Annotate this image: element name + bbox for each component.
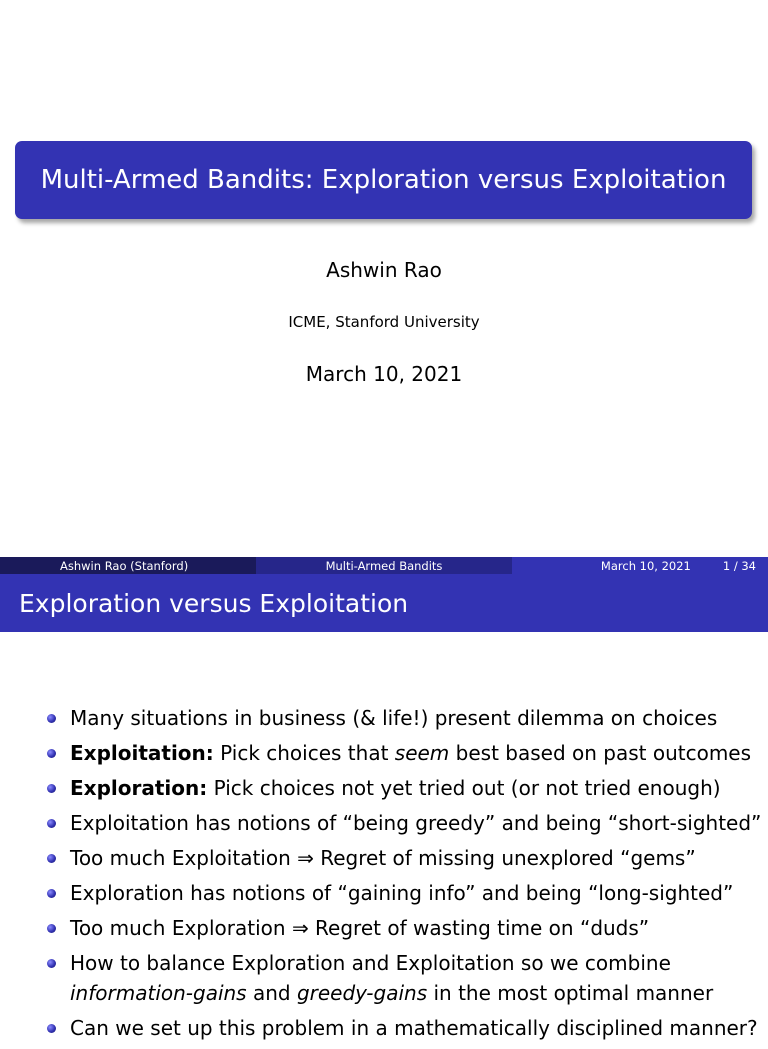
bullet-continuation: [70, 979, 768, 1009]
bullet-text: Many situations in business (& life!) present dilemma on choices: [70, 706, 718, 730]
presentation-date: March 10, 2021: [305, 362, 463, 386]
footer-date-section: [512, 557, 768, 574]
title-banner: [15, 141, 752, 219]
bullet-text: best based on past outcomes: [449, 741, 752, 765]
bullet-icon: [47, 924, 56, 933]
bullet-emphasis: information-gains: [70, 980, 247, 1005]
frame-title: Exploration versus Exploitation: [19, 588, 409, 618]
footer-date: March 10, 2021: [600, 558, 691, 573]
author-name: Ashwin Rao: [326, 258, 442, 282]
list-item: [0, 1014, 768, 1044]
list-item: [0, 739, 768, 769]
bullet-list: [0, 704, 768, 1049]
bullet-text: Too much Exploitation ⇒ Regret of missing unexplored “gems”: [70, 846, 696, 870]
footer-page-number: 1 / 34: [722, 558, 756, 573]
list-item: [0, 949, 768, 1008]
bullet-icon: [47, 959, 56, 968]
frame-title-bar: [0, 574, 768, 632]
institute: ICME, Stanford University: [288, 313, 480, 331]
bullet-text: Can we set up this problem in a mathematically disciplined manner?: [70, 1015, 758, 1040]
bullet-bold: Exploration:: [70, 776, 208, 800]
footer-author: Ashwin Rao (Stanford): [60, 558, 189, 573]
bullet-text: and: [246, 980, 297, 1005]
footer-title: Multi-Armed Bandits: [325, 558, 443, 573]
list-item: [0, 704, 768, 734]
list-item: [0, 914, 768, 944]
list-item: [0, 879, 768, 909]
bullet-emphasis: greedy-gains: [296, 980, 428, 1005]
bullet-text: in the most optimal manner: [427, 980, 714, 1005]
bullet-icon: [47, 854, 56, 863]
bullet-text: Exploration has notions of “gaining info” and being “long-sighted”: [70, 881, 734, 905]
bullet-icon: [47, 784, 56, 793]
list-item: [0, 774, 768, 804]
bullet-emphasis: seem: [394, 741, 450, 765]
bullet-icon: [47, 889, 56, 898]
list-item: [0, 844, 768, 874]
bullet-text: Pick choices not yet tried out (or not tried enough): [207, 776, 721, 800]
bullet-icon: [47, 749, 56, 758]
presentation-title: Multi-Armed Bandits: Exploration versus Exploitation: [40, 165, 727, 195]
bullet-icon: [47, 819, 56, 828]
bullet-text: Too much Exploration ⇒ Regret of wasting time on “duds”: [70, 916, 650, 940]
slide-footer: [0, 557, 768, 574]
bullet-icon: [47, 1024, 56, 1033]
bullet-bold: Exploitation:: [70, 741, 214, 765]
bullet-text: Exploitation has notions of “being greedy” and being “short-sighted”: [70, 811, 762, 835]
bullet-text: Pick choices that: [213, 741, 395, 765]
bullet-text: How to balance Exploration and Exploitation so we combine: [70, 951, 671, 975]
footer-author-section: [0, 557, 256, 574]
bullet-icon: [47, 714, 56, 723]
list-item: [0, 809, 768, 839]
footer-title-section: [256, 557, 512, 574]
